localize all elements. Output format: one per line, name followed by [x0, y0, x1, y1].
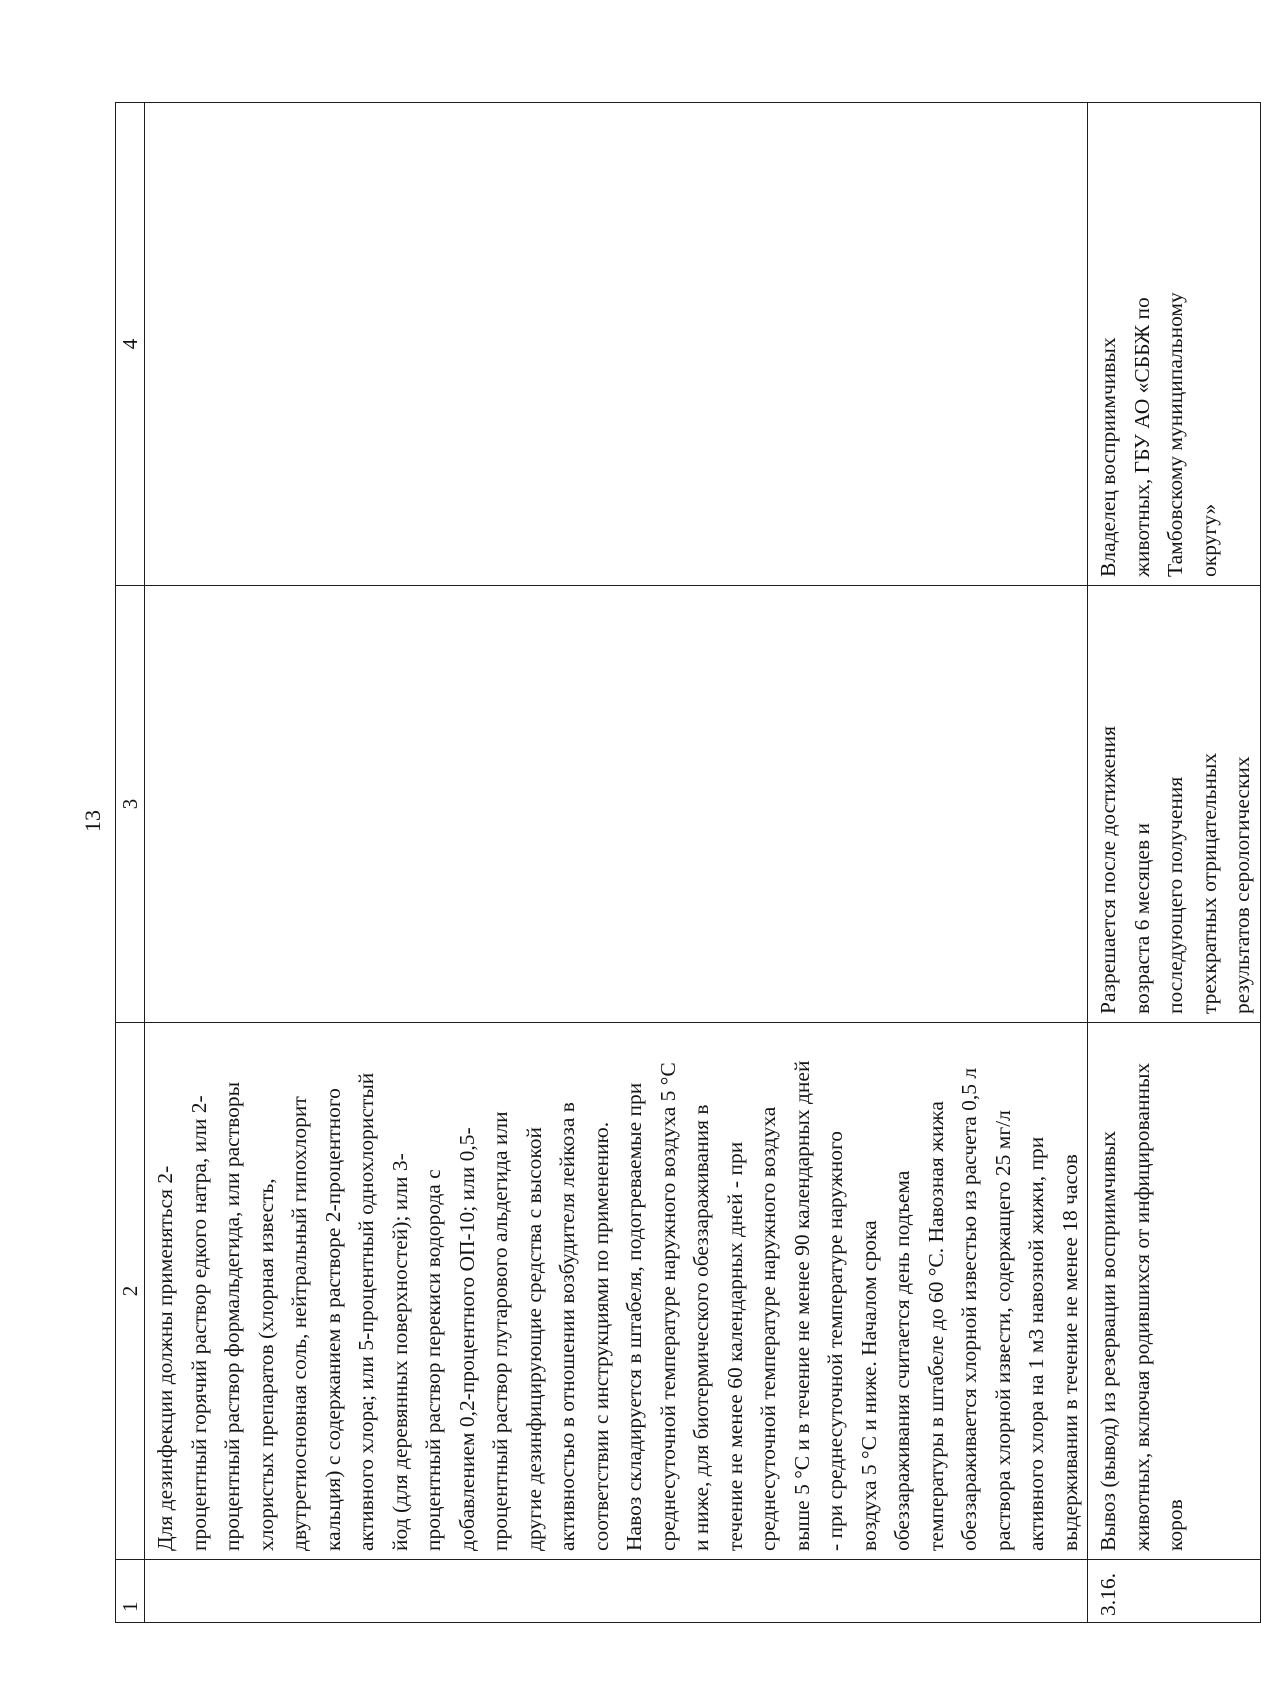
measure-text: Вывоз (вывод) из резервации восприимчивых животных, включая родившихся от инфицированных коров [1088, 1023, 1261, 1560]
table-row [1088, 103, 1261, 1623]
deadline-text [145, 586, 1088, 1023]
table-header-row [116, 103, 145, 1623]
header-col-1: 1 [116, 1560, 145, 1623]
table-row [145, 103, 1088, 1623]
row-number [145, 1560, 1088, 1623]
responsible-text: Владелец восприимчивых животных, ГБУ АО «СББЖ по Тамбовскому муниципальному округу» [1088, 103, 1261, 586]
page-number: 13 [80, 810, 105, 832]
header-col-2: 2 [116, 1023, 145, 1560]
measure-text: Для дезинфекции должны применяться 2- процентный горячий раствор едкого натра, или 2- процентный раствор формальдегида, или растворы хлористых препаратов (хлорная известь, двутретиосновная соль, нейтральный гипохлорит кальция) с содержанием в растворе 2-процентного активного хлора; или 5-процентный однохлористый йод (для деревянных поверхностей); или 3- процентный раствор перекиси водорода с добавлением 0,2-процентного ОП-10; или 0,5- процентный раствор глутарового альдегида или другие дезинфицирующие средства с высокой активностью в отношении возбудителя лейкоза в соответствии с инструкциями по применению. Навоз складируется в штабеля, подогреваемые при среднесуточной температуре наружного воздуха 5 °С и ниже, для биотермического обеззараживания в течение не менее 60 календарных дней - при среднесуточной температуре наружного воздуха выше 5 °С и в течение не менее 90 календарных дней - при среднесуточной температуре наружного воздуха 5 °С и ниже. Началом срока обеззараживания считается день подъема температуры в штабеле до 60 °С. Навозная жижа обеззараживается хлорной известью из расчета 0,5 л раствора хлорной извести, содержащего 25 мг/л активного хлора на 1 м3 навозной жижи, при выдерживании в течение не менее 18 часов [145, 1023, 1088, 1560]
measures-table [115, 102, 1261, 1623]
row-number: 3.16. [1088, 1560, 1261, 1623]
deadline-text: Разрешается после достижения возраста 6 месяцев и последующего получения трехкратных отрицательных результатов серологических [1088, 586, 1261, 1023]
header-col-4: 4 [116, 103, 145, 586]
document-sheet [115, 103, 1254, 1623]
header-col-3: 3 [116, 586, 145, 1023]
responsible-text [145, 103, 1088, 586]
